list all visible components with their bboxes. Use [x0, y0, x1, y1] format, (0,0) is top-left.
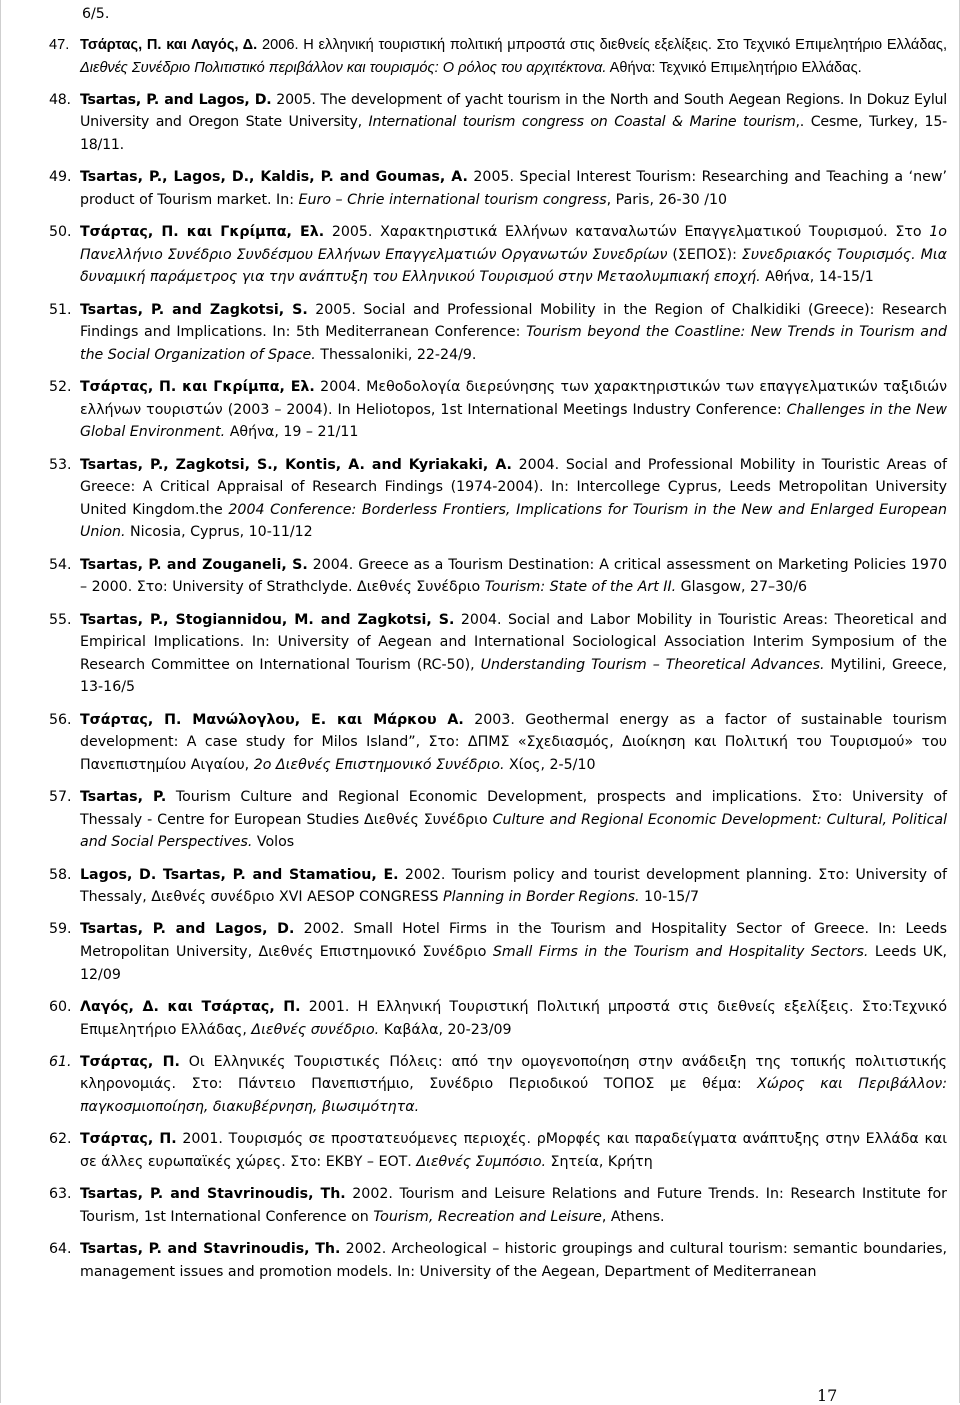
- reference-item: [49, 786, 947, 854]
- reference-venue: Διεθνές συνέδριο.: [251, 1021, 380, 1038]
- reference-item: [49, 1238, 947, 1283]
- reference-text: Σητεία, Κρήτη: [546, 1153, 653, 1170]
- reference-authors: Tsartas, P. and Stavrinoudis, Th.: [80, 1241, 341, 1257]
- reference-authors: Tsartas, P., Zagkotsi, S., Kontis, A. and Kyriakaki, A.: [80, 456, 512, 473]
- reference-venue: Euro – Chrie international tourism congress: [298, 191, 607, 208]
- reference-authors: Τσάρτας, Π.: [80, 1131, 177, 1148]
- reference-venue: Planning in Border Regions.: [443, 889, 640, 906]
- reference-number: 64.: [49, 1241, 72, 1257]
- reference-number: 61.: [49, 1053, 72, 1070]
- reference-text: 2001. Η Ελληνική Τουριστική Πολιτική μπροστά στις διεθνείς εξελίξεις. Στο:Τεχνικό Επιμελητήριο Ελλάδας,: [80, 998, 947, 1038]
- reference-authors: Tsartas, P. and Zouganeli, S.: [80, 556, 308, 573]
- reference-venue: Διεθνές Συμπόσιο.: [416, 1153, 547, 1170]
- reference-text: , Paris, 26-30 /10: [606, 191, 728, 208]
- reference-item: [49, 376, 947, 444]
- reference-number: 58.: [49, 866, 72, 883]
- reference-number: 63.: [49, 1186, 72, 1203]
- reference-authors: Τσάρτας, Π. και Λαγός, Δ.: [80, 37, 262, 53]
- reference-item: [49, 89, 947, 157]
- reference-text: Thessaloniki, 22-24/9.: [315, 346, 477, 363]
- reference-item: [49, 864, 947, 909]
- reference-authors: Τσάρτας, Π. και Γκρίμπα, Ελ.: [80, 379, 315, 396]
- reference-item: [49, 1051, 947, 1119]
- reference-venue: 1ο Πανελλήνιο Συνέδριο Συνδέσμου Ελλήνων Επαγγελματιών Οργανωτών Συνεδρίων: [80, 224, 947, 263]
- reference-number: 59.: [49, 921, 72, 938]
- continued-line: 6/5.: [82, 6, 110, 22]
- reference-text: 2004. Greece as a Tourism Destination: A critical assessment on Marketing Policies 1970 – 2000. Στο: University of Strathclyde. Διεθνές Συνέδριο: [80, 556, 948, 596]
- reference-authors: Τσάρτας, Π. Μανώλογλου, Ε. και Μάρκου Α.: [80, 711, 464, 728]
- reference-venue: International tourism congress on Coastal & Marine tourism: [368, 114, 796, 131]
- reference-venue: Culture and Regional Economic Development: Cultural, Political and Social Perspectives.: [80, 811, 948, 851]
- reference-authors: Tsartas, P. and Lagos, D.: [80, 921, 295, 938]
- reference-text: 2006. Η ελληνική τουριστική πολιτική μπροστά στις διεθνείς εξελίξεις. Στο Τεχνικό Επιμελητήριο Ελλάδας,: [261, 37, 948, 53]
- reference-item: [49, 299, 947, 367]
- reference-text: 2004. Social and Labor Mobility in Touristic Areas: Theoretical and Empirical Implications. In: University of Aegean and International Sociological Association Interim Symposium of the Research Committee on International Tourism (RC-50),: [80, 611, 947, 673]
- reference-venue: Tourism beyond the Coastline: New Trends in Tourism and the Social Organization of Space.: [80, 324, 948, 363]
- reference-text: Leeds UK, 12/09: [80, 944, 947, 983]
- reference-item: [49, 166, 947, 211]
- reference-authors: Tsartas, P. and Zagkotsi, S.: [80, 301, 308, 318]
- reference-text: Οι Ελληνικές Τουριστικές Πόλεις: από την ομογενοποίηση στην ανάδειξη της τοπικής πολιτιστικής κληρονομιάς. Στο: Πάντειο Πανεπιστήμιο, Συνέδριο Περιοδικού ΤΟΠΟΣ με θέμα:: [80, 1053, 948, 1093]
- reference-text: Αθήνα: Τεχνικό Επιμελητήριο Ελλάδας.: [606, 59, 862, 76]
- reference-authors: Tsartas, P., Stogiannidou, M. and Zagkotsi, S.: [80, 611, 455, 628]
- reference-text: 2004. Social and Professional Mobility in Touristic Areas of Greece: A Critical Appraisal of Research Findings (1974-2004). In: Intercollege Cyprus, Leeds Metropolitan University United Kingdom.the: [80, 456, 947, 518]
- reference-venue: 2004 Conference: Borderless Frontiers, Implications for Tourism in the New and Enlarged European Union.: [80, 501, 947, 541]
- page-number: 17: [817, 1386, 838, 1405]
- reference-number: 50.: [49, 224, 72, 241]
- reference-text: 2003. Geothermal energy as a factor of sustainable tourism development: A case study for Milos Island”, Στο: ΔΠΜΣ «Σχεδιασμός, Διοίκηση και Πολιτική του Τουρισμού» του Πανεπιστημίου Αιγαίου,: [80, 711, 947, 773]
- reference-item: [49, 221, 947, 289]
- reference-venue: Συνεδριακός Τουρισμός. Μια δυναμική παράμετρος για την ανάπτυξη του Ελληνικού Τουρισμού στην Μεταολυμπιακή εποχή.: [80, 246, 947, 286]
- reference-number: 47.: [49, 37, 70, 53]
- reference-item: [49, 1128, 947, 1173]
- reference-authors: Lagos, D. Tsartas, P. and Stamatiou, E.: [80, 866, 399, 883]
- reference-text: Καβάλα, 20-23/09: [379, 1021, 512, 1038]
- reference-text: 2002. Small Hotel Firms in the Tourism and Hospitality Sector of Greece. In: Leeds Metropolitan University, Διεθνές Επιστημονικό Συνέδριο: [80, 921, 947, 961]
- reference-text: 10-15/7: [639, 889, 700, 906]
- reference-venue: Small Firms in the Tourism and Hospitality Sectors.: [492, 944, 869, 961]
- reference-venue: Χώρος και Περιβάλλον: παγκοσμιοποίηση, διακυβέρνηση, βιωσιμότητα.: [80, 1076, 948, 1115]
- reference-authors: Λαγός, Δ. και Τσάρτας, Π.: [80, 998, 301, 1015]
- reference-number: 53.: [49, 456, 72, 473]
- reference-authors: Tsartas, P., Lagos, D., Kaldis, P. and Goumas, A.: [80, 169, 468, 186]
- reference-item: [49, 918, 947, 986]
- reference-number: 51.: [49, 301, 72, 318]
- reference-item: [49, 554, 947, 599]
- reference-text: 2004. Μεθοδολογία διερεύνησης των χαρακτηριστικών των επαγγελματικών ταξιδιών ελλήνων τουριστών (2003 – 2004). In Heliotopos, 1st International Meetings Industry Conference:: [80, 379, 947, 418]
- reference-venue: Tourism, Recreation and Leisure: [373, 1208, 602, 1225]
- reference-authors: Tsartas, P.: [80, 789, 167, 806]
- reference-number: 49.: [49, 169, 72, 186]
- reference-text: Mytilini, Greece, 13-16/5: [80, 656, 947, 696]
- reference-text: 2002. Tourism policy and tourist development planning. Στο: University of Thessaly, Διεθνές συνέδριο XVI AESOP CONGRESS: [80, 866, 947, 906]
- reference-number: 60.: [49, 998, 72, 1015]
- reference-text: Glasgow, 27–30/6: [676, 579, 808, 596]
- reference-text: 2005. Special Interest Tourism: Researching and Teaching a ‘new’ product of Tourism market. In:: [80, 169, 947, 208]
- reference-text: 2001. Τουρισμός σε προστατευόμενες περιοχές. ρΜορφές και παραδείγματα ανάπτυξης στην Ελλάδα και σε άλλες ευρωπαϊκές χώρες. Στο: ΕΚΒΥ – ΕΟΤ.: [80, 1131, 947, 1170]
- reference-venue: Challenges in the New Global Environment.: [80, 401, 948, 441]
- reference-authors: Tsartas, P. and Stavrinoudis, Th.: [80, 1186, 346, 1203]
- reference-authors: Τσάρτας, Π. και Γκρίμπα, Ελ.: [80, 224, 325, 241]
- reference-item: [49, 34, 947, 79]
- reference-text: 2005. Χαρακτηριστικά Ελλήνων καταναλωτών Επαγγελματικού Τουρισμού. Στο: [324, 224, 930, 241]
- reference-text: , Athens.: [601, 1208, 665, 1225]
- reference-authors: Τσάρτας, Π.: [80, 1053, 180, 1070]
- reference-venue: Understanding Tourism – Theoretical Advances.: [480, 656, 825, 673]
- reference-text: 2002. Archeological – historic groupings and cultural tourism: semantic boundaries, management issues and promotion models. In: University of the Aegean, Department of Mediterranean: [80, 1241, 947, 1280]
- reference-venue: 2ο Διεθνές Επιστημονικό Συνέδριο.: [253, 756, 505, 773]
- reference-text: 2005. Social and Professional Mobility in the Region of Chalkidiki (Greece): Research Findings and Implications. In: 5th Mediterranean Conference:: [80, 301, 947, 341]
- reference-authors: Tsartas, P. and Lagos, D.: [80, 91, 272, 108]
- reference-number: 55.: [49, 611, 72, 628]
- reference-text: (ΣΕΠΟΣ):: [667, 246, 742, 263]
- reference-number: 54.: [49, 556, 72, 573]
- reference-venue: Διεθνές Συνέδριο Πολιτιστικό περιβάλλον και τουρισμός: Ο ρόλος του αρχιτέκτονα.: [80, 59, 607, 76]
- reference-text: ,. Cesme, Turkey, 15-18/11.: [80, 114, 947, 154]
- reference-number: 52.: [49, 379, 72, 396]
- reference-list: [49, 34, 947, 1293]
- reference-item: [49, 709, 947, 777]
- reference-number: 57.: [49, 789, 72, 806]
- reference-item: [49, 609, 947, 699]
- reference-text: Αθήνα, 19 – 21/11: [225, 424, 359, 441]
- reference-number: 62.: [49, 1131, 72, 1148]
- reference-text: Nicosia, Cyprus, 10-11/12: [125, 524, 313, 541]
- reference-text: Χίος, 2-5/10: [504, 756, 596, 773]
- reference-text: 2002. Tourism and Leisure Relations and Future Trends. In: Research Institute for Tourism, 1st International Conference on: [80, 1186, 947, 1225]
- reference-number: 56.: [49, 711, 72, 728]
- reference-text: Αθήνα, 14-15/1: [760, 269, 874, 286]
- reference-text: Tourism Culture and Regional Economic Development, prospects and implications. Στο: University of Thessaly - Centre for European Studies Διεθνές Συνέδριο: [80, 789, 947, 828]
- reference-text: Volos: [252, 834, 295, 851]
- reference-item: [49, 996, 947, 1041]
- reference-item: [49, 1183, 947, 1228]
- reference-item: [49, 454, 947, 544]
- reference-venue: Tourism: State of the Art II.: [484, 579, 677, 596]
- reference-number: 48.: [49, 91, 71, 108]
- reference-text: 2005. The development of yacht tourism in the North and South Aegean Regions. In Dokuz Eylul University and Oregon State University,: [80, 91, 947, 131]
